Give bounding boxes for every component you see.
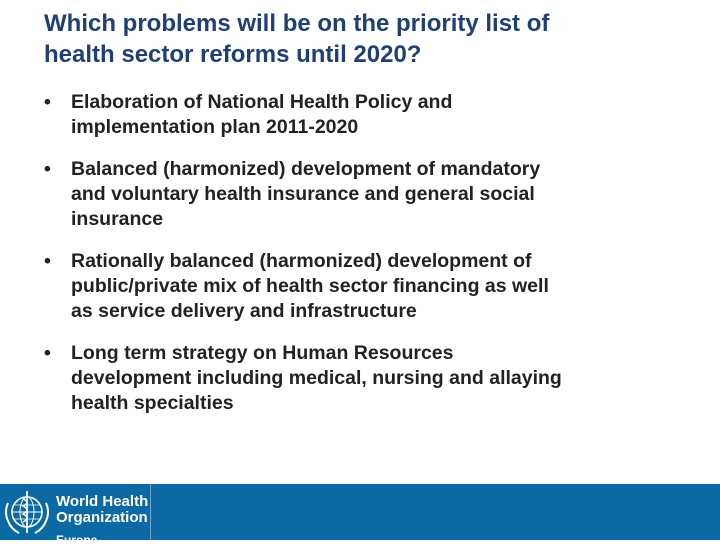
bullet-2-line-3: insurance [71, 208, 164, 230]
bullet-1-line-2: implementation plan 2011-2020 [71, 116, 359, 138]
bullet-marker: • [44, 342, 51, 364]
bullet-marker: • [44, 158, 51, 180]
bullet-3-line-1: Rationally balanced (harmonized) development of [71, 250, 532, 272]
title-line-2: health sector reforms until 2020? [44, 41, 422, 68]
bullet-2-line-2: and voluntary health insurance and general social [71, 183, 535, 205]
footer-divider [150, 484, 151, 540]
bullet-item-3 [44, 249, 704, 324]
slide-title [44, 8, 684, 70]
bullet-4-line-3: health specialties [71, 392, 234, 414]
who-emblem-icon [2, 487, 52, 537]
org-name-line-2: Organization [56, 509, 148, 526]
bullet-4-line-2: development including medical, nursing and allaying [71, 367, 562, 389]
org-name [56, 494, 148, 526]
bullet-3-line-2: public/private mix of health sector financing as well [71, 275, 549, 297]
bullet-marker: • [44, 250, 51, 272]
bullet-3-line-3: as service delivery and infrastructure [71, 300, 417, 322]
bullet-item-1 [44, 90, 704, 140]
bullet-item-4 [44, 341, 704, 416]
bullet-2-line-1: Balanced (harmonized) development of mandatory [71, 158, 541, 180]
bullet-item-2 [44, 157, 704, 232]
org-name-line-1: World Health [56, 493, 149, 510]
region-label: Europe [56, 533, 98, 547]
bullet-1-line-1: Elaboration of National Health Policy and [71, 91, 453, 113]
bullet-list [44, 90, 704, 433]
footer-bar [0, 484, 720, 547]
bullet-4-line-1: Long term strategy on Human Resources [71, 342, 454, 364]
title-line-1: Which problems will be on the priority list of [44, 10, 550, 37]
bullet-marker: • [44, 91, 51, 113]
